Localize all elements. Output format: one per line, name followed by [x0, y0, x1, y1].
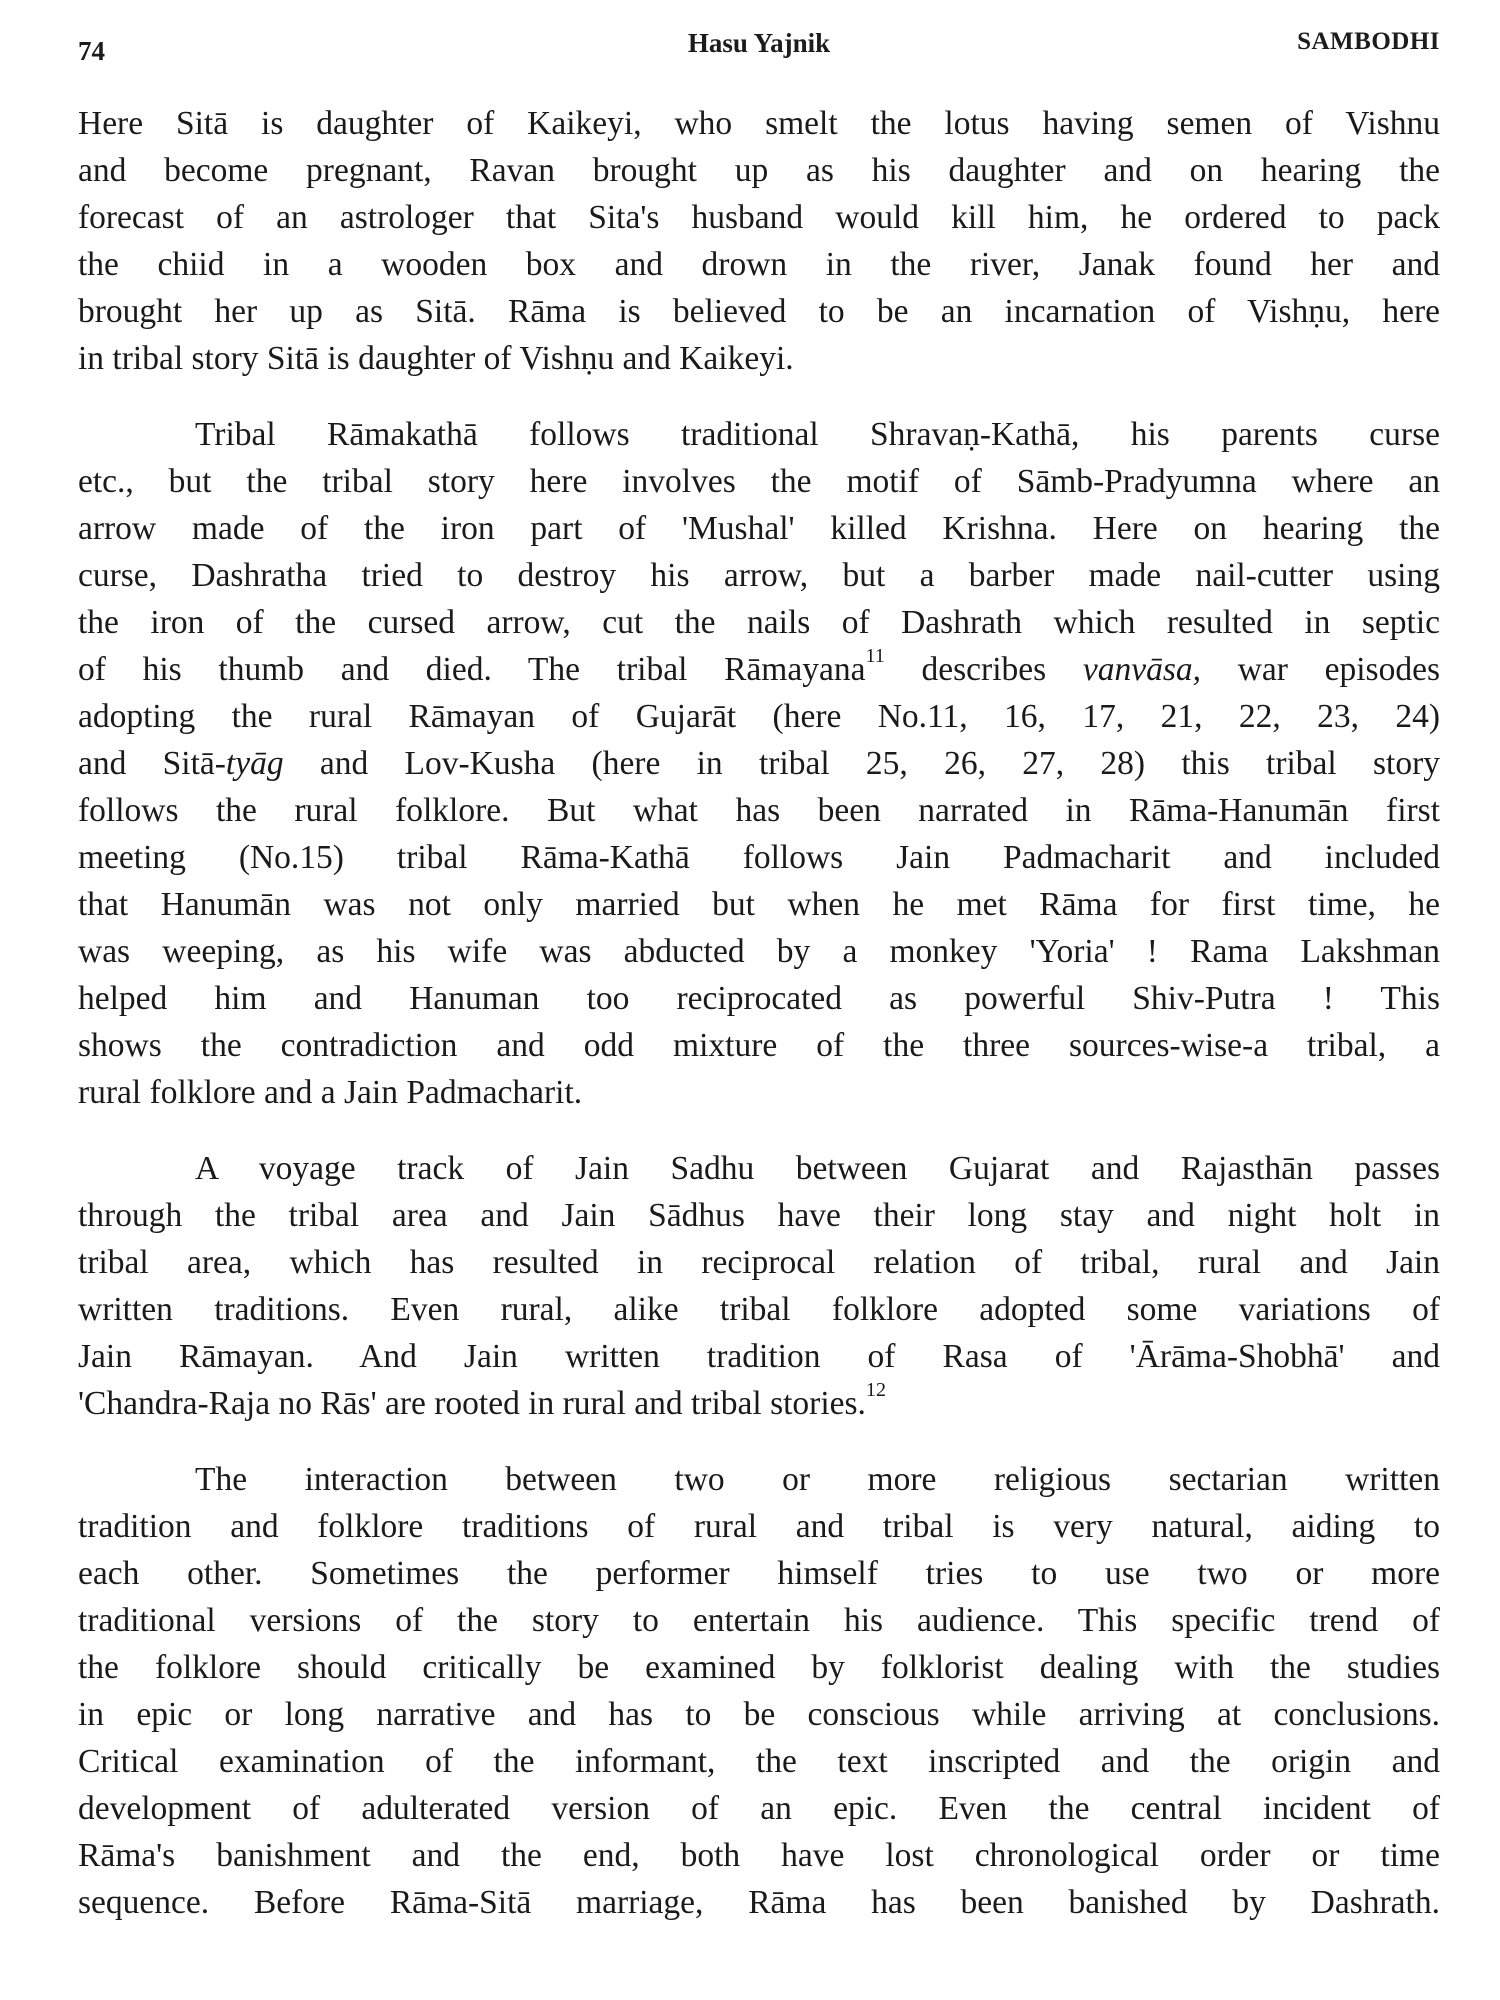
text-run: of his thumb and died. The tribal Rāmayana [78, 651, 866, 688]
text-run: describes [884, 651, 1083, 688]
text-line: shows the contradiction and odd mixture of the three sources-wise-a tribal, a [78, 1027, 1440, 1064]
text-line: tradition and folklore traditions of rural and tribal is very natural, aiding to [78, 1508, 1440, 1545]
footnote-ref-12[interactable]: 12 [865, 1378, 886, 1401]
text-line: adopting the rural Rāmayan of Gujarāt (here No.11, 16, 17, 21, 22, 23, 24) [78, 698, 1440, 735]
text-line: the folklore should critically be examined by folklorist dealing with the studies [78, 1649, 1440, 1686]
text-line: the chiid in a wooden box and drown in the river, Janak found her and [78, 246, 1440, 283]
journal-title: SAMBODHI [1297, 28, 1440, 55]
footnote-ref-11[interactable]: 11 [865, 644, 885, 667]
text-line [78, 646, 1440, 693]
text-line: Jain Rāmayan. And Jain written tradition of Rasa of 'Ārāma-Shobhā' and [78, 1338, 1440, 1375]
text-line: helped him and Hanuman too reciprocated as powerful Shiv-Putra ! This [78, 980, 1440, 1017]
text-line: A voyage track of Jain Sadhu between Gujarat and Rajasthān passes [195, 1150, 1440, 1187]
paragraph-4 [78, 1456, 1440, 1926]
text-line [78, 1380, 1440, 1427]
paragraph-2 [78, 411, 1440, 1116]
text-line: rural folklore and a Jain Padmacharit. [78, 1074, 583, 1111]
text-line: brought her up as Sitā. Rāma is believed to be an incarnation of Vishṇu, here [78, 293, 1440, 330]
text-line: the iron of the cursed arrow, cut the nails of Dashrath which resulted in septic [78, 604, 1440, 641]
text-line: through the tribal area and Jain Sādhus have their long stay and night holt in [78, 1197, 1440, 1234]
text-line: tribal area, which has resulted in reciprocal relation of tribal, rural and Jain [78, 1244, 1440, 1281]
text-line: meeting (No.15) tribal Rāma-Kathā follows Jain Padmacharit and included [78, 839, 1440, 876]
running-head [78, 28, 1440, 68]
text-line: and become pregnant, Ravan brought up as his daughter and on hearing the [78, 152, 1440, 189]
text-line: curse, Dashratha tried to destroy his arrow, but a barber made nail-cutter using [78, 557, 1440, 594]
italic-term: vanvāsa, [1082, 651, 1202, 688]
text-line: arrow made of the iron part of 'Mushal' killed Krishna. Here on hearing the [78, 510, 1440, 547]
paragraph-3 [78, 1145, 1440, 1427]
text-line: etc., but the tribal story here involves the motif of Sāmb-Pradyumna where an [78, 463, 1440, 500]
paragraph-1 [78, 100, 1440, 382]
text-run: war episodes [1201, 651, 1440, 688]
text-line: Here Sitā is daughter of Kaikeyi, who smelt the lotus having semen of Vishnu [78, 105, 1440, 142]
text-line: written traditions. Even rural, alike tribal folklore adopted some variations of [78, 1291, 1440, 1328]
text-line: traditional versions of the story to entertain his audience. This specific trend of [78, 1602, 1440, 1639]
text-line: follows the rural folklore. But what has been narrated in Rāma-Hanumān first [78, 792, 1440, 829]
text-line: in tribal story Sitā is daughter of Vishṇu and Kaikeyi. [78, 340, 794, 377]
text-line: sequence. Before Rāma-Sitā marriage, Rāma has been banished by Dashrath. [78, 1884, 1440, 1921]
text-line: was weeping, as his wife was abducted by a monkey 'Yoria' ! Rama Lakshman [78, 933, 1440, 970]
text-run: 'Chandra-Raja no Rās' are rooted in rural and tribal stories. [78, 1385, 866, 1422]
text-line: in epic or long narrative and has to be conscious while arriving at conclusions. [78, 1696, 1440, 1733]
text-line: Critical examination of the informant, the text inscripted and the origin and [78, 1743, 1440, 1780]
text-line: Tribal Rāmakathā follows traditional Shravaṇ-Kathā, his parents curse [195, 416, 1440, 453]
italic-term: tyāg [225, 745, 284, 782]
text-line: The interaction between two or more religious sectarian written [195, 1461, 1440, 1498]
text-line: forecast of an astrologer that Sita's husband would kill him, he ordered to pack [78, 199, 1440, 236]
author-name: Hasu Yajnik [687, 28, 831, 58]
text-line: Rāma's banishment and the end, both have lost chronological order or time [78, 1837, 1440, 1874]
page-number: 74 [78, 36, 105, 66]
body-text [78, 100, 1440, 1926]
text-line: development of adulterated version of an epic. Even the central incident of [78, 1790, 1440, 1827]
text-line: that Hanumān was not only married but when he met Rāma for first time, he [78, 886, 1440, 923]
text-run: and Sitā- [78, 745, 226, 782]
text-line [78, 740, 1440, 787]
text-line: each other. Sometimes the performer himself tries to use two or more [78, 1555, 1440, 1592]
text-run: and Lov-Kusha (here in tribal 25, 26, 27, 28) this tribal story [283, 745, 1440, 782]
